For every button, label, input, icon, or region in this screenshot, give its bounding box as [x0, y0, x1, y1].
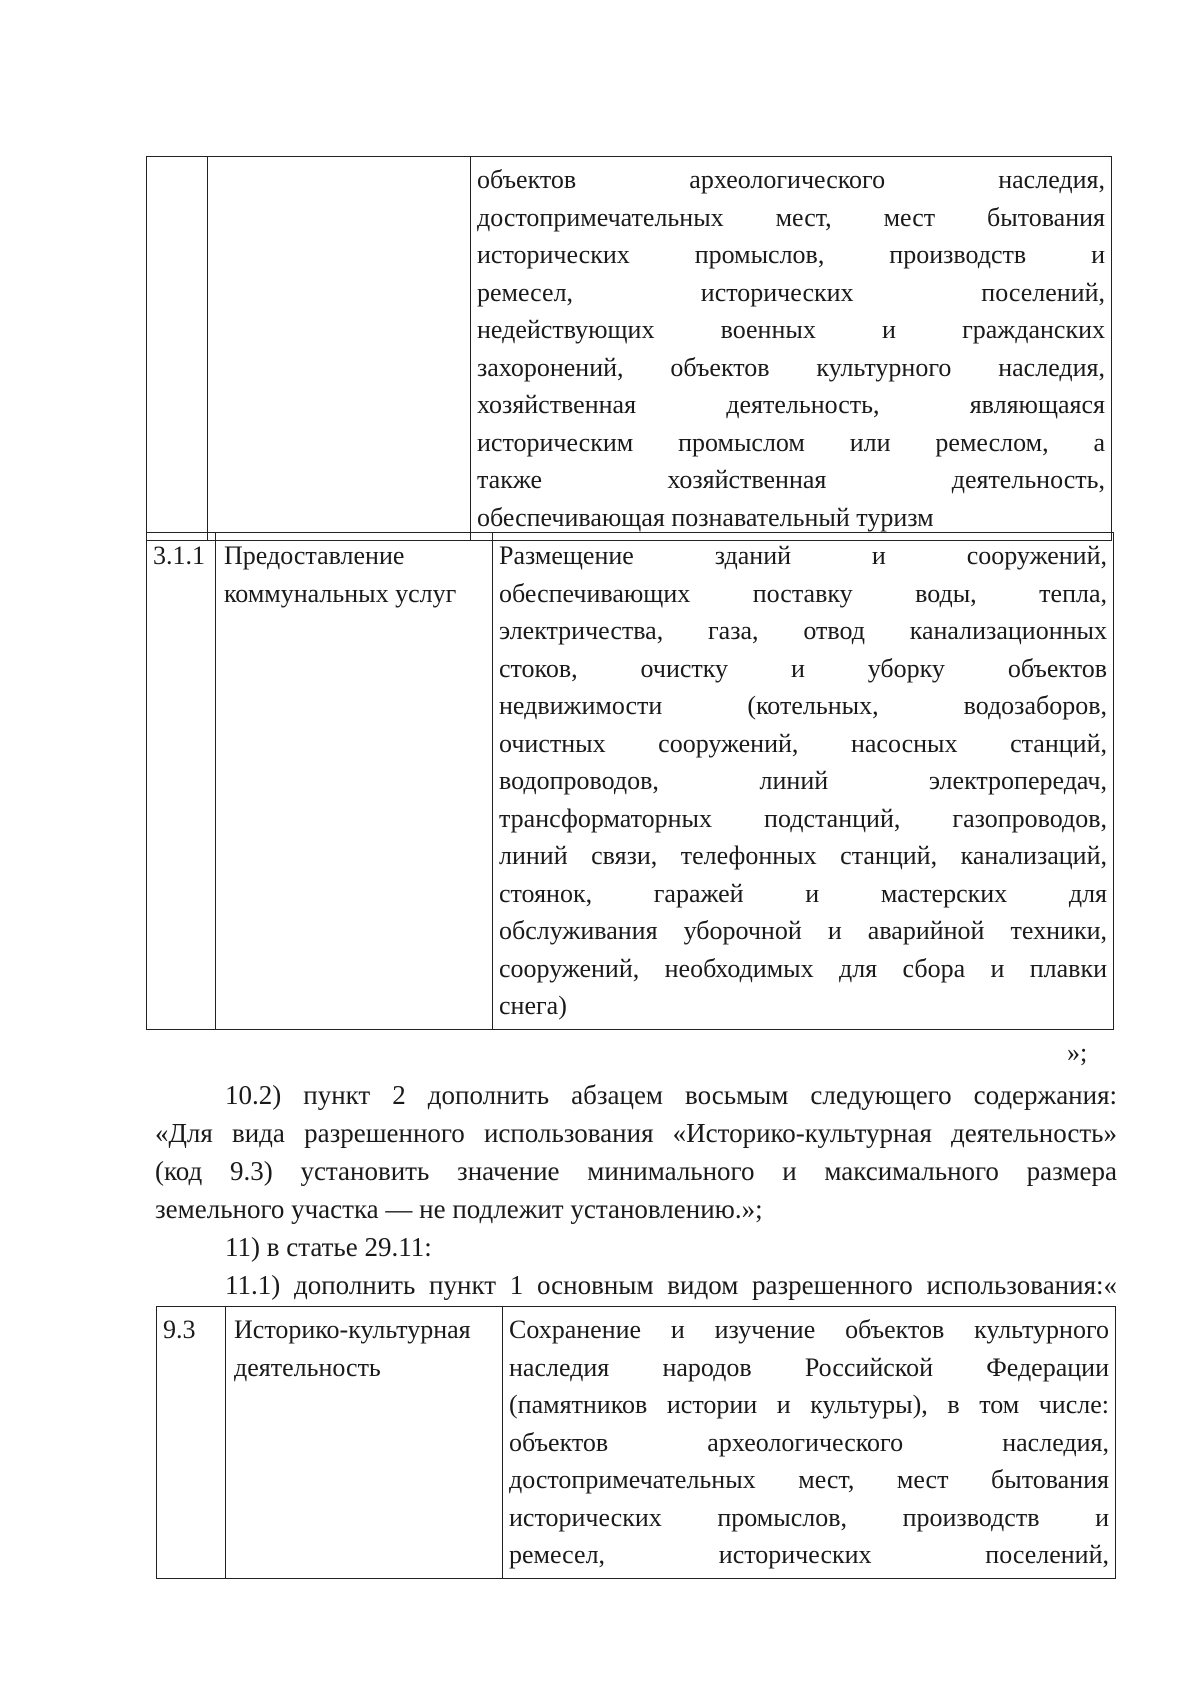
table-row: [147, 533, 1114, 1030]
text-line: Сохранение и изучение объектов культурного: [509, 1315, 1109, 1344]
name-cell: [226, 1307, 503, 1579]
code-cell: [147, 157, 208, 541]
description-cell: [503, 1307, 1116, 1579]
table-row: [147, 157, 1112, 541]
table-row: [157, 1307, 1116, 1579]
text-line: Размещение зданий и сооружений,: [499, 541, 1107, 570]
text-line: снега): [499, 991, 567, 1020]
paragraph-10-2: [155, 1076, 1117, 1228]
text-line: (памятников истории и культуры), в том числе:: [509, 1390, 1109, 1419]
land-use-table-continuation: [146, 156, 1112, 541]
text-line: также хозяйственная деятельность,: [477, 465, 1105, 494]
description-cell: [493, 533, 1114, 1030]
text-line: земельного участка — не подлежит установлению.»;: [155, 1194, 763, 1224]
text-line: трансформаторных подстанций, газопроводов,: [499, 803, 1107, 833]
text-line: объектов археологического наследия,: [477, 165, 1105, 194]
description-cell: [471, 157, 1112, 541]
text-line: ремесел, исторических поселений,: [509, 1540, 1109, 1569]
text-line: захоронений, объектов культурного наследия,: [477, 352, 1105, 382]
description-text: [477, 161, 1105, 536]
land-use-code: 3.1.1: [153, 541, 205, 570]
text-line: «Для вида разрешенного использования «Историко-культурная деятельность»: [155, 1118, 1117, 1148]
text-line: обслуживания уборочной и аварийной техники,: [499, 916, 1107, 945]
text-line: исторических промыслов, производств и: [477, 240, 1105, 269]
text-line: ремесел, исторических поселений,: [477, 277, 1105, 307]
text-line: сооружений, необходимых для сбора и плавки: [499, 953, 1107, 983]
text-line: электричества, газа, отвод канализационных: [499, 616, 1107, 645]
code-cell: [147, 533, 216, 1030]
text-line: объектов археологического наследия,: [509, 1427, 1109, 1457]
text-line: достопримечательных мест, мест бытования: [509, 1465, 1109, 1494]
text-line: 10.2) пункт 2 дополнить абзацем восьмым следующего содержания:: [225, 1080, 1117, 1110]
text-line: 11.1) дополнить пункт 1 основным видом разрешенного использования:«: [225, 1270, 1117, 1300]
land-use-name-line: Историко-культурная: [234, 1315, 471, 1344]
text-line: водопроводов, линий электропередач,: [499, 766, 1107, 795]
text-line: обеспечивающих поставку воды, тепла,: [499, 578, 1107, 608]
closing-quote: »;: [1067, 1038, 1088, 1067]
land-use-table-heritage: [156, 1306, 1116, 1579]
text-line: недвижимости (котельных, водозаборов,: [499, 691, 1107, 720]
land-use-name-line: деятельность: [234, 1352, 381, 1382]
text-line: недействующих военных и гражданских: [477, 315, 1105, 344]
name-cell: [208, 157, 471, 541]
text-line: достопримечательных мест, мест бытования: [477, 202, 1105, 232]
paragraph-11: [155, 1228, 1117, 1266]
text-line: очистных сооружений, насосных станций,: [499, 728, 1107, 758]
name-cell: [216, 533, 493, 1030]
text-line: стоков, очистку и уборку объектов: [499, 653, 1107, 683]
text-line: исторических промыслов, производств и: [509, 1502, 1109, 1532]
description-text: [499, 537, 1107, 1025]
text-line: обеспечивающая познавательный туризм: [477, 502, 934, 532]
land-use-code: 9.3: [163, 1315, 196, 1344]
text-line: историческим промыслом или ремеслом, а: [477, 427, 1105, 457]
text-line: хозяйственная деятельность, являющаяся: [477, 390, 1105, 419]
text-line: линий связи, телефонных станций, канализаций,: [499, 841, 1107, 870]
text-line: (код 9.3) установить значение минимального и максимального размера: [155, 1156, 1117, 1186]
land-use-table-utilities: [146, 532, 1114, 1030]
text-line: стоянок, гаражей и мастерских для: [499, 878, 1107, 908]
code-cell: [157, 1307, 226, 1579]
land-use-name-line: коммунальных услуг: [224, 578, 457, 608]
description-text: [509, 1311, 1109, 1574]
text-line: наследия народов Российской Федерации: [509, 1352, 1109, 1382]
paragraph-11-1: [155, 1266, 1117, 1304]
text-line: 11) в статье 29.11:: [225, 1232, 432, 1262]
land-use-name-line: Предоставление: [224, 541, 405, 570]
